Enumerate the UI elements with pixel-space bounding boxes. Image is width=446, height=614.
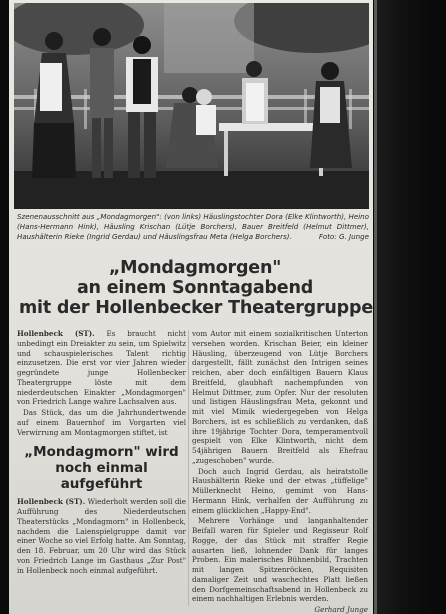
photo-caption [17, 212, 369, 242]
article-paragraph-3: vom Autor mit einem sozialkritischen Unterton versehen worden. Krischan Beier, ein kleiner Häusling, überzeugend von Lütje Borchers dargestellt, fällt zunächst den Intrigen seines reichen, aber doch einfältigen Bauern Klaus Breitfeld, glaubhaft nachempfunden von Helmut Dittmer, zum Opfer. Nur der resoluten und listigen Häuslingsfrau Meta, gekonnt und mit viel Mimik wiedergegeben von Helga Borchers, ist es schließlich zu verdanken, daß ihre 19jährige Tochter Dora, temperamentvoll gespielt von Elke Klintworth, nicht dem 54jährigen Bauern Breitfeld als Ehefrau „zugeschoben" wurde. [192, 329, 368, 465]
headline-line-3: mit der Hollenbecker Theatergruppe [19, 298, 373, 318]
second-article-body: Wiederholt werden soll die Aufführung des Niederdeutschen Theaterstücks „Mondagmorn" in Hollenbeck, nachdem die Laienspielgruppe damit vor einer Woche so viel Erfolg hatte. Am Sonntag, den 18. Februar, um 20 Uhr wird das Stück von Friedrich Lange im Gasthaus „Zur Post" in Hollenbeck noch einmal aufgeführt. [17, 497, 186, 575]
dark-background-strip [374, 0, 446, 614]
theater-stage-photo-icon [14, 3, 369, 209]
article-byline: Gerhard Junge [314, 605, 368, 614]
column-divider [188, 330, 189, 606]
right-column [192, 329, 368, 614]
article-paragraph-4: Doch auch Ingrid Gerdau, als heiratstolle Haushälterin Rieke und der etwas „tüffelige" Müllerknecht Heino, gemimt von Hans-Hermann Hink, verhalfen der Aufführung zu einem glücklichen „Happy-End". [192, 466, 368, 515]
article-paragraph-1 [17, 329, 186, 407]
photo-credit: Foto: G. Junge [318, 232, 369, 241]
left-column [17, 329, 186, 576]
second-article-dateline: Hollenbeck (ST). [17, 497, 86, 507]
article-paragraph-2: Das Stück, das um die Jahrhundertwende auf einem Bauernhof im Vorgarten viel Verwirrung am Montagmorgen stiftet, ist [17, 408, 186, 437]
headline-line-2: an einem Sonntagabend [76, 278, 314, 298]
stage-photo [14, 3, 369, 209]
article-text-1: Es braucht nicht unbedingt ein Dreiakter zu sein, um Spielwitz und schauspielerisches Talent richtig einzusetzen. Die erst vor vier Jahren wieder gegründete junge Hollenbecker Theatergruppe löste mit dem niederdeutschen Einakter „Mondagmorgen" von Friedrich Lange wahre Lachsalven aus. [17, 329, 186, 407]
caption-text: Szenenausschnitt aus „Mondagmorgen": (von links) Häuslingstochter Dora (Elke Klintworth), Heino (Hans-Hermann Hink), Häusling Krischan (Lütje Borchers), Bauer Breitfeld (Helmut Dittmer), Haushälterin Rieke (Ingrid Gerdau) und Häuslingsfrau Meta (Helga Borchers). [17, 212, 369, 241]
strip-edge [374, 0, 377, 614]
headline-line-1: „Mondagmorgen" [108, 258, 282, 278]
second-article-title-line-2: noch einmal aufgeführt [55, 460, 148, 493]
headline [19, 258, 371, 318]
second-article-text [17, 497, 186, 575]
article-dateline: Hollenbeck (ST). [17, 329, 95, 338]
second-article-title [17, 444, 186, 492]
second-article-title-line-1: „Mondagmorn" wird [24, 444, 179, 461]
article-paragraph-5: Mehrere Vorhänge und langanhaltender Beifall waren für Spieler und Regisseur Rolf Rogge, der das Stück mit straffer Regie ausarten ließ, lohnender Dank für langes Proben. Ein malerisches Bühnenbild, Trachten mit langen Spitzenröcken, Requisiten damaliger Zeit und waschechtes Platt ließen den Dorfgemeinschaftsabend in Hollenbeck zu einem nachhaltigen Erlebnis werden. [192, 516, 368, 604]
newspaper-clipping [9, 0, 373, 614]
